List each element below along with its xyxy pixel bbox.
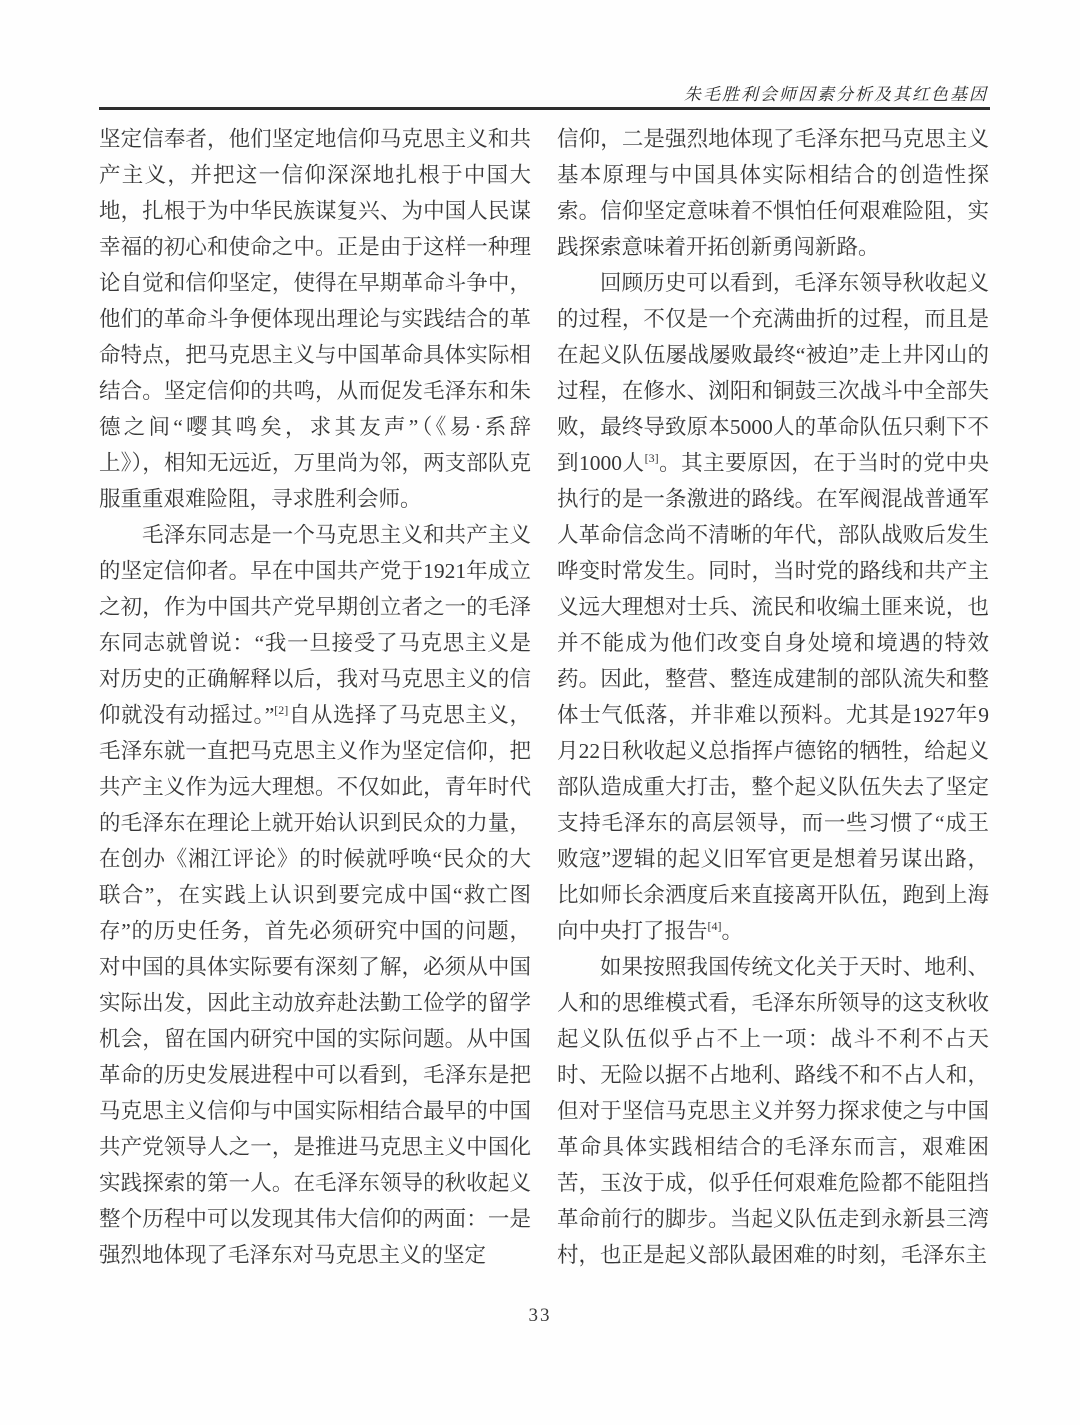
- paragraph: [557, 121, 989, 265]
- right-column: [557, 121, 989, 1273]
- footnote-ref: [3]: [644, 450, 659, 465]
- text-columns: [99, 121, 990, 1273]
- paragraph: [99, 517, 531, 1273]
- text-run: 毛泽东同志是一个马克思主义和共产主义的坚定信仰者。早在中国共产党于1921年成立之初，作为中国共产党早期创立者之一的毛泽东同志就曾说：“我一旦接受了马克思主义是对历史的正确解释以后，我对马克思主义的信仰就没有动摇过。”: [99, 523, 531, 727]
- paragraph: [557, 265, 989, 949]
- footnote-ref: [4]: [707, 918, 722, 933]
- text-run: 。: [721, 919, 744, 943]
- running-title: 朱毛胜利会师因素分析及其红色基因: [684, 85, 988, 104]
- page-number: 33: [528, 1305, 552, 1326]
- text-run: 如果按照我国传统文化关于天时、地利、人和的思维模式看，毛泽东所领导的这支秋收起义队伍似乎占不上一项：战斗不利不占天时、无险以据不占地利、路线不和不占人和，但对于坚信马克思主义并努力探求使之与中国革命具体实践相结合的毛泽东而言，艰难困苦，玉汝于成，似乎任何艰难危险都不能阻挡革命前行的脚步。当起义队伍走到永新县三湾村，也正是起义部队最困难的时刻，毛泽东主: [557, 955, 989, 1267]
- text-run: 。其主要原因，在于当时的党中央执行的是一条激进的路线。在军阀混战普通军人革命信念尚不清晰的年代，部队战败后发生哗变时常发生。同时，当时党的路线和共产主义远大理想对士兵、流民和收编土匪来说，也并不能成为他们改变自身处境和境遇的特效药。因此，整营、整连成建制的部队流失和整体士气低落，并非难以预料。尤其是1927年9月22日秋收起义总指挥卢德铭的牺牲，给起义部队造成重大打击，整个起义队伍失去了坚定支持毛泽东的高层领导，而一些习惯了“成王败寇”逻辑的起义旧军官更是想着另谋出路，比如师长余洒度后来直接离开队伍，跑到上海向中央打了报告: [557, 451, 989, 943]
- paragraph: [99, 121, 531, 517]
- left-column: [99, 121, 531, 1273]
- text-run: 信仰，二是强烈地体现了毛泽东把马克思主义基本原理与中国具体实际相结合的创造性探索。信仰坚定意味着不惧怕任何艰难险阻，实践探索意味着开拓创新勇闯新路。: [557, 127, 989, 259]
- text-run: 坚定信奉者，他们坚定地信仰马克思主义和共产主义，并把这一信仰深深地扎根于中国大地，扎根于为中华民族谋复兴、为中国人民谋幸福的初心和使命之中。正是由于这样一种理论自觉和信仰坚定，使得在早期革命斗争中，他们的革命斗争便体现出理论与实践结合的革命特点，把马克思主义与中国革命具体实际相结合。坚定信仰的共鸣，从而促发毛泽东和朱德之间“嘤其鸣矣，求其友声”（《易·系辞上》），相知无远近，万里尚为邻，两支部队克服重重艰难险阻，寻求胜利会师。: [99, 127, 531, 511]
- text-run: 自从选择了马克思主义，毛泽东就一直把马克思主义作为坚定信仰，把共产主义作为远大理想。不仅如此，青年时代的毛泽东在理论上就开始认识到民众的力量，在创办《湘江评论》的时候就呼唤“民众的大联合”，在实践上认识到要完成中国“救亡图存”的历史任务，首先必须研究中国的问题，对中国的具体实际要有深刻了解，必须从中国实际出发，因此主动放弃赴法勤工俭学的留学机会，留在国内研究中国的实际问题。从中国革命的历史发展进程中可以看到，毛泽东是把马克思主义信仰与中国实际相结合最早的中国共产党领导人之一，是推进马克思主义中国化实践探索的第一人。在毛泽东领导的秋收起义整个历程中可以发现其伟大信仰的两面：一是强烈地体现了毛泽东对马克思主义的坚定: [99, 703, 531, 1267]
- footnote-ref: [2]: [274, 702, 289, 717]
- text-run: 回顾历史可以看到，毛泽东领导秋收起义的过程，不仅是一个充满曲折的过程，而且是在起义队伍屡战屡败最终“被迫”走上井冈山的过程，在修水、浏阳和铜鼓三次战斗中全部失败，最终导致原本5000人的革命队伍只剩下不到1000人: [557, 271, 989, 475]
- paragraph: [557, 949, 989, 1273]
- header-rule: [99, 107, 990, 110]
